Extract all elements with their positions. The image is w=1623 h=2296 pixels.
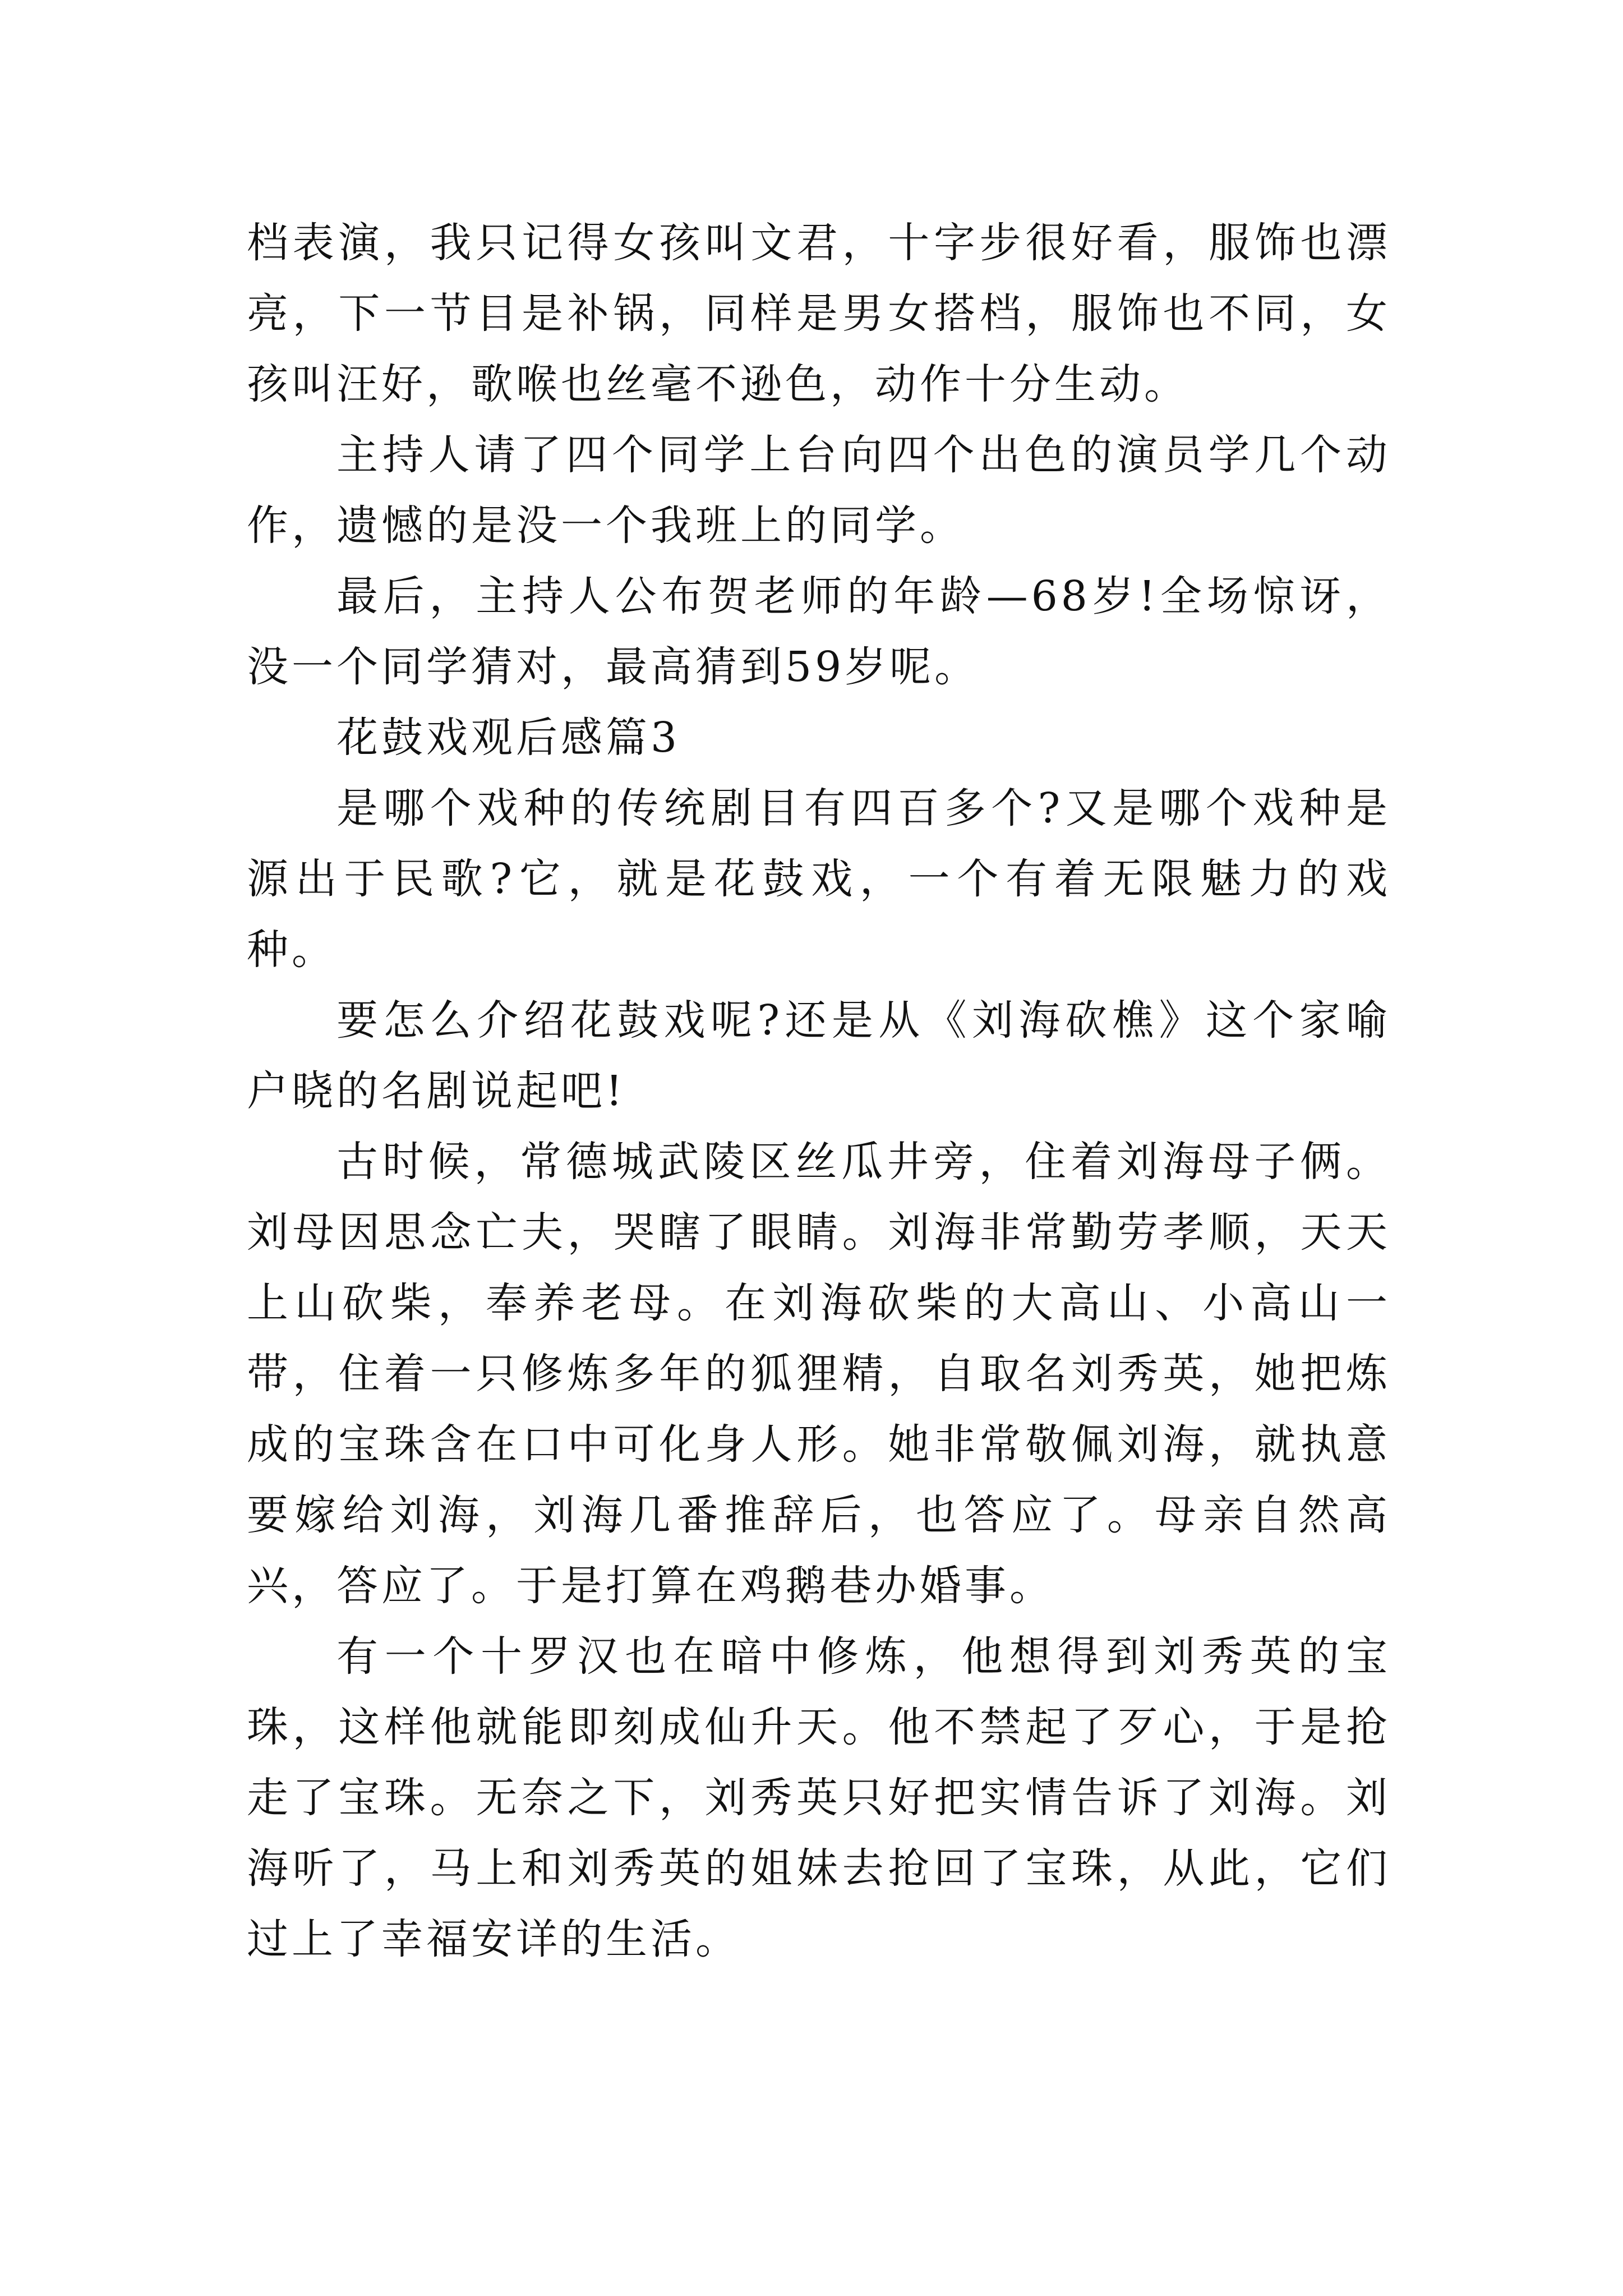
- paragraph-2: 主持人请了四个同学上台向四个出色的演员学几个动作，遗憾的是没一个我班上的同学。: [247, 431, 1391, 550]
- paragraph-4: 是哪个戏种的传统剧目有四百多个?又是哪个戏种是源出于民歌?它，就是花鼓戏，一个有着无限魅力的戏种。: [247, 784, 1391, 974]
- paragraph-1: 档表演，我只记得女孩叫文君，十字步很好看，服饰也漂亮，下一节目是补锅，同样是男女搭档，服饰也不同，女孩叫汪好，歌喉也丝毫不逊色，动作十分生动。: [247, 219, 1391, 408]
- paragraph-7: 有一个十罗汉也在暗中修炼，他想得到刘秀英的宝珠，这样他就能即刻成仙升天。他不禁起了歹心，于是抢走了宝珠。无奈之下，刘秀英只好把实情告诉了刘海。刘海听了，马上和刘秀英的姐妹去抢回了宝珠，从此，它们过上了幸福安详的生活。: [247, 1632, 1391, 1963]
- section-heading: 花鼓戏观后感篇3: [336, 714, 681, 762]
- paragraph-6: 古时候，常德城武陵区丝瓜井旁，住着刘海母子俩。刘母因思念亡夫，哭瞎了眼睛。刘海非常勤劳孝顺，天天上山砍柴，奉养老母。在刘海砍柴的大高山、小高山一带，住着一只修炼多年的狐狸精，自取名刘秀英，她把炼成的宝珠含在口中可化身人形。她非常敬佩刘海，就执意要嫁给刘海，刘海几番推辞后，也答应了。母亲自然高兴，答应了。于是打算在鸡鹅巷办婚事。: [247, 1138, 1391, 1610]
- paragraph-3: 最后，主持人公布贺老师的年龄—68岁!全场惊讶，没一个同学猜对，最高猜到59岁呢。: [247, 572, 1391, 691]
- paragraph-5: 要怎么介绍花鼓戏呢?还是从《刘海砍樵》这个家喻户晓的名剧说起吧!: [247, 996, 1391, 1115]
- document-body: [247, 208, 1391, 1975]
